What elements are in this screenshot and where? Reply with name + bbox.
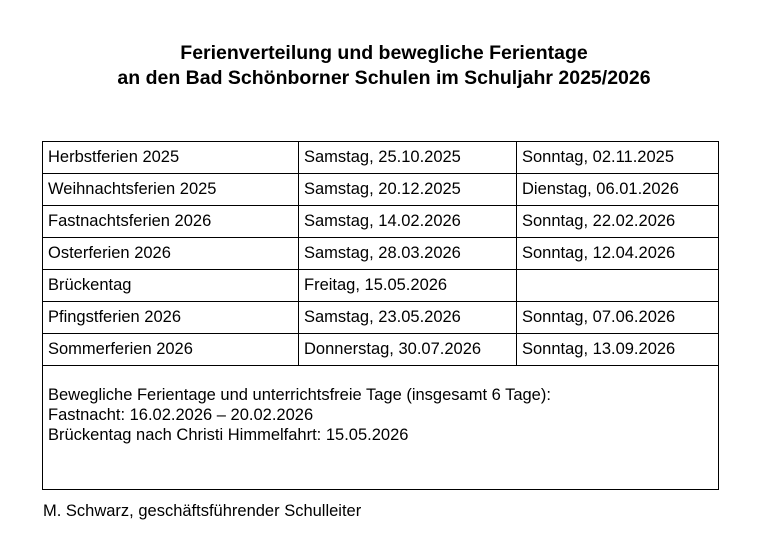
notes-row xyxy=(43,366,719,490)
holiday-start-cell: Donnerstag, 30.07.2026 xyxy=(299,334,517,366)
holiday-name-cell: Osterferien 2026 xyxy=(43,238,299,270)
table-row xyxy=(43,206,719,238)
document-title-line-1: Ferienverteilung und bewegliche Ferientage xyxy=(180,42,588,64)
notes-brueckentag: Brückentag nach Christi Himmelfahrt: 15.05.2026 xyxy=(48,426,409,444)
holiday-start-cell: Freitag, 15.05.2026 xyxy=(299,270,517,302)
holiday-start-cell: Samstag, 25.10.2025 xyxy=(299,142,517,174)
document-title-line-2: an den Bad Schönborner Schulen im Schuljahr 2025/2026 xyxy=(117,67,651,89)
holiday-end-cell: Dienstag, 06.01.2026 xyxy=(517,174,719,206)
holiday-end-cell: Sonntag, 02.11.2025 xyxy=(517,142,719,174)
table-row xyxy=(43,142,719,174)
holiday-name-cell: Brückentag xyxy=(43,270,299,302)
table-row xyxy=(43,238,719,270)
notes-cell xyxy=(43,366,719,490)
notes-fastnacht: Fastnacht: 16.02.2026 – 20.02.2026 xyxy=(48,406,314,424)
holiday-name-cell: Pfingstferien 2026 xyxy=(43,302,299,334)
holiday-name-cell: Sommerferien 2026 xyxy=(43,334,299,366)
holiday-end-cell: Sonntag, 07.06.2026 xyxy=(517,302,719,334)
notes-heading: Bewegliche Ferientage und unterrichtsfreie Tage (insgesamt 6 Tage): xyxy=(48,386,551,404)
holiday-start-cell: Samstag, 23.05.2026 xyxy=(299,302,517,334)
table-row xyxy=(43,302,719,334)
holiday-name-cell: Fastnachtsferien 2026 xyxy=(43,206,299,238)
holiday-end-cell: Sonntag, 12.04.2026 xyxy=(517,238,719,270)
holiday-start-cell: Samstag, 20.12.2025 xyxy=(299,174,517,206)
holiday-end-cell xyxy=(517,270,719,302)
holiday-start-cell: Samstag, 14.02.2026 xyxy=(299,206,517,238)
table-row xyxy=(43,270,719,302)
holiday-table xyxy=(42,141,719,490)
holiday-name-cell: Herbstferien 2025 xyxy=(43,142,299,174)
signature-line: M. Schwarz, geschäftsführender Schulleiter xyxy=(43,502,362,520)
table-row xyxy=(43,334,719,366)
holiday-name-cell: Weihnachtsferien 2025 xyxy=(43,174,299,206)
holiday-end-cell: Sonntag, 13.09.2026 xyxy=(517,334,719,366)
holiday-end-cell: Sonntag, 22.02.2026 xyxy=(517,206,719,238)
table-row xyxy=(43,174,719,206)
holiday-start-cell: Samstag, 28.03.2026 xyxy=(299,238,517,270)
